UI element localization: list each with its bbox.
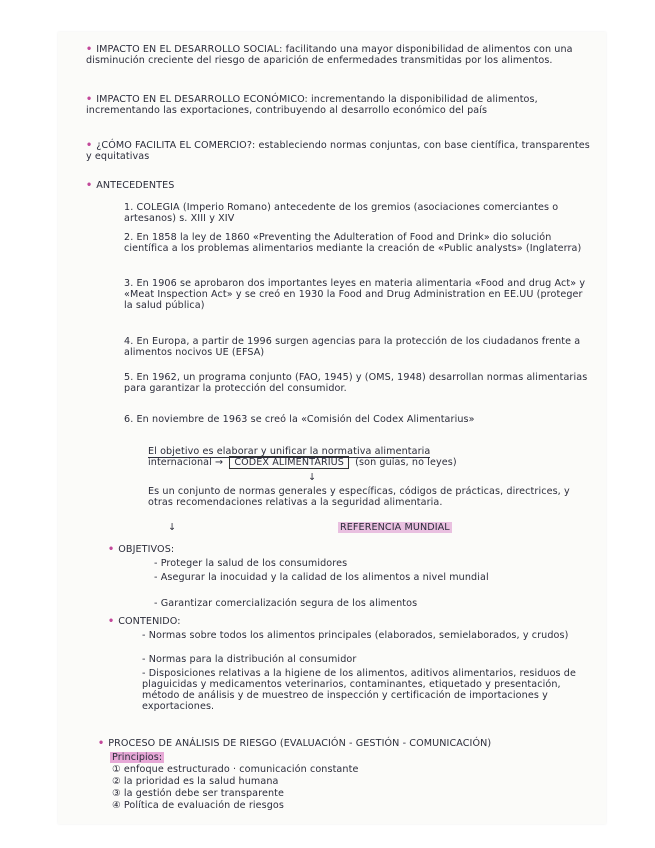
item-text: En Europa, a partir de 1996 surgen agencias para la protección de los ciudadanos frente a alimentos nocivos UE (EFSA): [124, 336, 581, 358]
proceso-heading: [98, 738, 598, 749]
heading-text: ANTECEDENTES: [96, 180, 175, 191]
principio-item-4: ④ Política de evaluación de riesgos: [112, 800, 284, 811]
down-arrow-icon: ↓: [308, 472, 317, 483]
principio-item-2: ② la prioridad es la salud humana: [112, 776, 279, 787]
bullet-text: facilitando una mayor disponibilidad de alimentos con una disminución creciente del riesgo de aparición de enfermedades transmitidas por los alimentos.: [86, 44, 573, 66]
bullet-impacto-economico: [86, 94, 596, 116]
antecedente-item-1: [124, 202, 594, 224]
antecedente-item-3: [124, 278, 594, 311]
antecedente-item-2: [124, 232, 594, 254]
bullet-impacto-social: [86, 44, 596, 66]
bullet-dot: •: [86, 180, 93, 191]
bullet-lead: IMPACTO EN EL DESARROLLO SOCIAL:: [96, 44, 283, 55]
bullet-lead: ¿CÓMO FACILITA EL COMERCIO?:: [96, 140, 256, 151]
contenido-item-3: - Disposiciones relativas a la higiene de los alimentos, aditivos alimentarios, residuos de plaguicidas y medicamentos veterinarios, contaminantes, etiquetado y presentación, método de análisis y de muestreo de inspección y certificación de importaciones y exportaciones.: [142, 668, 576, 712]
codex-line2-pre: internacional →: [148, 457, 224, 468]
contenido-text: Normas sobre todos los alimentos principales (elaborados, semielaborados, y crudos): [148, 630, 569, 641]
bullet-dot: •: [86, 140, 93, 151]
down-arrow-icon: ↓: [168, 522, 177, 533]
item-text: COLEGIA (Imperio Romano) antecedente de los gremios (asociaciones comerciantes o artesanos) s. XIII y XIV: [124, 202, 559, 224]
contenido-text: Normas para la distribución al consumidor: [148, 654, 357, 665]
item-number: 5.: [124, 372, 134, 383]
heading-text: PROCESO DE ANÁLISIS DE RIESGO (EVALUACIÓN - GESTIÓN - COMUNICACIÓN): [108, 738, 492, 749]
principio-item-3: ③ la gestión debe ser transparente: [112, 788, 285, 799]
objetivo-item-3: - Garantizar comercialización segura de los alimentos: [154, 598, 418, 609]
contenido-item-1: - Normas sobre todos los alimentos principales (elaborados, semielaborados, y crudos): [142, 630, 569, 641]
bullet-text: incrementando la disponibilidad de alimentos, incrementando las exportaciones, contribuyendo al desarrollo económico del país: [86, 94, 538, 116]
heading-text: CONTENIDO:: [118, 616, 181, 627]
item-number: 1.: [124, 202, 134, 213]
codex-line1: El objetivo es elaborar y unificar la normativa alimentaria: [148, 446, 431, 457]
bullet-dot: •: [86, 94, 93, 105]
codex-line2-post: (son guías, no leyes): [355, 457, 457, 468]
item-number: 4.: [124, 336, 134, 347]
bullet-text: estableciendo normas conjuntas, con base científica, transparentes y equitativas: [86, 140, 590, 162]
antecedentes-heading: [86, 180, 175, 191]
bullet-lead: IMPACTO EN EL DESARROLLO ECONÓMICO:: [96, 94, 308, 105]
item-text: En 1858 la ley de 1860 «Preventing the Adulteration of Food and Drink» dio solución científica a los problemas alimentarios mediante la creación de «Public analysts» (Inglaterra): [124, 232, 582, 254]
bullet-dot: •: [98, 738, 105, 749]
antecedente-item-5: [124, 372, 594, 394]
item-text: En 1962, un programa conjunto (FAO, 1945) y (OMS, 1948) desarrollan normas alimentarias para garantizar la protección del consumidor.: [124, 372, 588, 394]
item-text: En noviembre de 1963 se creó la «Comisión del Codex Alimentarius»: [136, 414, 475, 425]
objetivos-heading: [108, 544, 174, 555]
antecedente-item-6: [124, 414, 594, 425]
item-number: 6.: [124, 414, 134, 425]
bullet-comercio: [86, 140, 596, 162]
referencia-mundial: [338, 522, 452, 533]
objetivo-text: Asegurar la inocuidad y la calidad de los alimentos a nivel mundial: [160, 572, 489, 583]
bullet-dot: •: [108, 544, 115, 555]
principios-label: [110, 752, 164, 763]
notebook-page: [58, 32, 606, 824]
principio-item-1: ① enfoque estructurado · comunicación constante: [112, 764, 359, 775]
principios-text: Principios:: [112, 752, 163, 763]
bullet-dot: •: [108, 616, 115, 627]
codex-definition: Es un conjunto de normas generales y específicas, códigos de prácticas, directrices, y otras recomendaciones relativas a la seguridad alimentaria.: [148, 486, 570, 508]
item-number: 2.: [124, 232, 134, 243]
codex-objetivo: [148, 446, 596, 468]
contenido-item-2: - Normas para la distribución al consumidor: [142, 654, 357, 665]
item-text: En 1906 se aprobaron dos importantes leyes en materia alimentaria «Food and drug Act» y «Meat Inspection Act» y se creó en 1930 la Food and Drug Administration en EE.UU (proteger la salud pública): [124, 278, 586, 311]
contenido-heading: [108, 616, 181, 627]
objetivo-item-1: - Proteger la salud de los consumidores: [154, 558, 348, 569]
antecedente-item-4: [124, 336, 594, 358]
codex-box: CODEX ALIMENTARIUS: [229, 456, 349, 469]
contenido-text: Disposiciones relativas a la higiene de los alimentos, aditivos alimentarios, residuos de plaguicidas y medicamentos veterinarios, contaminantes, etiquetado y presentación, método de análisis y de muestreo de inspección y certificación de importaciones y exportaciones.: [142, 668, 576, 712]
heading-text: OBJETIVOS:: [118, 544, 175, 555]
objetivo-text: Proteger la salud de los consumidores: [160, 558, 348, 569]
referencia-text: REFERENCIA MUNDIAL: [340, 522, 450, 533]
item-number: 3.: [124, 278, 134, 289]
objetivo-text: Garantizar comercialización segura de los alimentos: [160, 598, 418, 609]
bullet-dot: •: [86, 44, 93, 55]
objetivo-item-2: - Asegurar la inocuidad y la calidad de los alimentos a nivel mundial: [154, 572, 489, 583]
